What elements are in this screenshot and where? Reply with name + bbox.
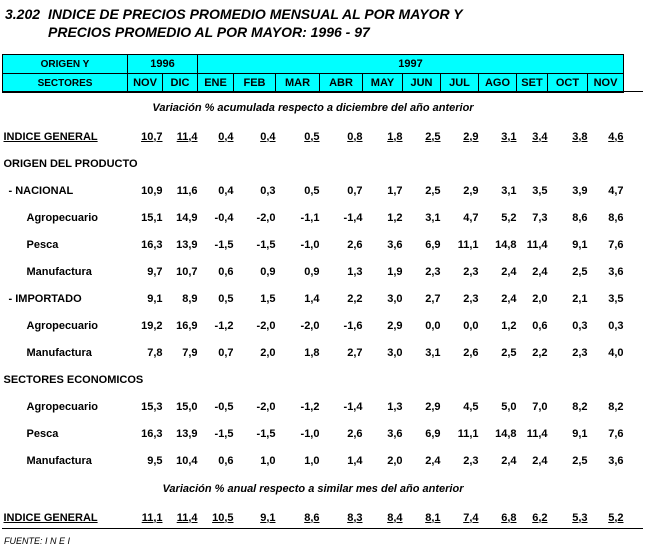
cell-value: 11,6 [176,184,198,197]
table-row [3,177,624,204]
cell-value: 1,8 [387,130,403,143]
cell-value: 2,7 [425,292,441,305]
table-row [3,285,624,312]
cell-value: 2,0 [387,454,403,467]
cell-value: 14,8 [495,427,517,440]
cell-value: 3,6 [608,265,624,278]
cell-value: 2,4 [501,454,517,467]
cell-value: 0,0 [425,319,441,332]
cell-value: 7,6 [608,427,624,440]
cell-value: 10,4 [176,454,198,467]
cell-value: 0,8 [347,130,363,143]
cell-value: 9,1 [260,511,276,524]
cell-value: -0,5 [214,400,234,413]
cell-value: 7,8 [147,346,163,359]
cell-value: 0,3 [608,319,624,332]
table-row [3,258,624,285]
cell-value: 0,7 [218,346,234,359]
cell-value: 8,1 [425,511,441,524]
cell-value: 11,1 [141,511,163,524]
cell-value: 9,1 [572,427,588,440]
row-label: Pesca [26,427,59,440]
cell-value: 3,9 [572,184,588,197]
cell-value: 14,8 [495,238,517,251]
cell-value: -1,4 [343,211,363,224]
cell-value: 2,0 [532,292,548,305]
cell-value: 8,6 [572,211,588,224]
cell-value: 3,6 [387,238,403,251]
header-month: ABR [320,74,363,93]
row-label: Agropecuario [26,211,99,224]
row-label: Agropecuario [26,400,99,413]
row-label: Manufactura [26,265,92,278]
cell-value: 3,5 [608,292,624,305]
row-label: - IMPORTADO [8,292,82,305]
cell-value: 9,7 [147,265,163,278]
cell-value: 1,3 [387,400,403,413]
footer-rule [2,528,643,529]
cell-value: 6,8 [501,511,517,524]
row-label: INDICE GENERAL [3,511,98,524]
cell-value: 0,5 [304,130,320,143]
cell-value: 3,1 [501,184,517,197]
cell-value: 5,0 [501,400,517,413]
note-annual-variation: Variación % anual respecto a similar mes del año anterior [162,483,464,495]
cell-value: 1,3 [347,265,363,278]
header-month: MAR [276,74,320,93]
cell-value: 1,4 [304,292,320,305]
cell-value: 10,7 [141,130,163,143]
table-row [3,204,624,231]
cell-value: 1,8 [304,346,320,359]
cell-value: 2,4 [532,265,548,278]
cell-value: 0,9 [260,265,276,278]
cell-value: 8,6 [304,511,320,524]
header-month: NOV [588,74,624,93]
cell-value: 7,9 [182,346,198,359]
cell-value: 3,0 [387,292,403,305]
cell-value: 2,3 [572,346,588,359]
cell-value: -0,4 [214,211,234,224]
header-origin-line1: ORIGEN Y [3,55,128,74]
header-bottom-rule [2,91,643,92]
cell-value: 4,5 [463,400,479,413]
header-year-1996: 1996 [128,55,198,74]
cell-value: 0,3 [572,319,588,332]
cell-value: 9,1 [147,292,163,305]
cell-value: -2,0 [300,319,320,332]
cell-value: -1,5 [256,427,276,440]
cell-value: 2,4 [501,292,517,305]
cell-value: 2,9 [463,130,479,143]
cell-value: 5,2 [501,211,517,224]
cell-value: 2,0 [260,346,276,359]
header-month: JUL [441,74,479,93]
cell-value: 0,6 [218,454,234,467]
cell-value: 2,9 [463,184,479,197]
table-title-line1: INDICE DE PRECIOS PROMEDIO MENSUAL AL POR MAYOR Y [48,6,463,22]
header-month: ENE [198,74,234,93]
cell-value: 2,5 [425,130,441,143]
table-row [3,123,624,150]
table-row [3,393,624,420]
cell-value: 13,9 [176,238,198,251]
cell-value: 2,6 [463,346,479,359]
row-label: INDICE GENERAL [3,130,98,143]
cell-value: 6,9 [425,238,441,251]
cell-value: 7,6 [608,238,624,251]
cell-value: 10,5 [212,511,234,524]
cell-value: 15,1 [141,211,163,224]
table-row [3,504,624,531]
cell-value: 3,0 [387,346,403,359]
cell-value: 2,4 [425,454,441,467]
cell-value: 11,4 [176,130,198,143]
cell-value: 16,3 [141,427,163,440]
cell-value: -1,0 [300,238,320,251]
table-row [3,312,624,339]
header-month: OCT [548,74,588,93]
header-year-1997: 1997 [198,55,624,74]
row-label: - NACIONAL [8,184,74,197]
header-month: JUN [403,74,441,93]
cell-value: 3,1 [425,346,441,359]
cell-value: 2,5 [425,184,441,197]
cell-value: 1,2 [387,211,403,224]
header-month: FEB [234,74,276,93]
cell-value: 0,5 [218,292,234,305]
cell-value: 3,8 [572,130,588,143]
source-note: FUENTE: I N E I [4,536,71,546]
cell-value: 8,9 [182,292,198,305]
cell-value: 11,4 [526,238,548,251]
cell-value: -1,2 [300,400,320,413]
cell-value: 2,2 [532,346,548,359]
table-row [3,339,624,366]
cell-value: 0,9 [304,265,320,278]
cell-value: 7,3 [532,211,548,224]
cell-value: 2,4 [501,265,517,278]
cell-value: -1,1 [300,211,320,224]
cell-value: 2,3 [463,265,479,278]
cell-value: 3,6 [608,454,624,467]
cell-value: 6,2 [532,511,548,524]
cell-value: 1,9 [387,265,403,278]
cell-value: 2,3 [463,454,479,467]
cell-value: 15,0 [176,400,198,413]
cell-value: 2,7 [347,346,363,359]
price-index-table [2,54,624,531]
header-month: NOV [128,74,163,93]
header-origin-line2: SECTORES [3,74,128,93]
cell-value: 1,0 [260,454,276,467]
cell-value: 9,5 [147,454,163,467]
note-accumulated-variation: Variación % acumulada respecto a diciembre del año anterior [152,102,474,114]
cell-value: 0,3 [260,184,276,197]
cell-value: 2,2 [347,292,363,305]
cell-value: 2,3 [463,292,479,305]
cell-value: -1,0 [300,427,320,440]
cell-value: 2,9 [425,400,441,413]
header-month: DIC [163,74,198,93]
cell-value: 13,9 [176,427,198,440]
cell-value: 2,1 [572,292,588,305]
cell-value: -1,5 [214,238,234,251]
cell-value: 3,1 [425,211,441,224]
cell-value: 19,2 [141,319,163,332]
cell-value: 0,5 [304,184,320,197]
cell-value: 0,4 [260,130,276,143]
cell-value: -1,5 [256,238,276,251]
cell-value: 4,7 [463,211,479,224]
cell-value: 10,9 [141,184,163,197]
row-label: Manufactura [26,454,92,467]
cell-value: 2,3 [425,265,441,278]
table-number: 3.202 [5,6,41,22]
row-label: Pesca [26,238,59,251]
cell-value: 8,3 [347,511,363,524]
cell-value: 1,2 [501,319,517,332]
cell-value: -1,2 [214,319,234,332]
cell-value: 6,9 [425,427,441,440]
table-title-line2: PRECIOS PROMEDIO AL POR MAYOR: 1996 - 97 [48,24,370,40]
row-label: ORIGEN DEL PRODUCTO [3,157,138,170]
cell-value: 4,7 [608,184,624,197]
cell-value: 8,2 [608,400,624,413]
cell-value: -2,0 [256,400,276,413]
cell-value: 3,4 [532,130,548,143]
cell-value: 1,7 [387,184,403,197]
cell-value: 11,4 [526,427,548,440]
cell-value: -1,5 [214,427,234,440]
cell-value: 14,9 [176,211,198,224]
cell-value: 2,5 [572,454,588,467]
cell-value: 8,2 [572,400,588,413]
row-label: Agropecuario [26,319,99,332]
cell-value: 3,1 [501,130,517,143]
cell-value: 2,4 [532,454,548,467]
table-row [3,150,624,177]
table-row [3,447,624,474]
cell-value: 11,4 [176,511,198,524]
cell-value: 5,3 [572,511,588,524]
cell-value: 3,6 [387,427,403,440]
cell-value: 0,4 [218,184,234,197]
cell-value: -2,0 [256,211,276,224]
cell-value: 0,7 [347,184,363,197]
cell-value: 8,6 [608,211,624,224]
cell-value: 8,4 [387,511,403,524]
cell-value: 1,0 [304,454,320,467]
cell-value: 4,6 [608,130,624,143]
cell-value: 0,0 [463,319,479,332]
cell-value: -1,4 [343,400,363,413]
table-row [3,231,624,258]
cell-value: -1,6 [343,319,363,332]
row-label: Manufactura [26,346,92,359]
cell-value: 5,2 [608,511,624,524]
cell-value: 1,4 [347,454,363,467]
cell-value: -2,0 [256,319,276,332]
cell-value: 9,1 [572,238,588,251]
table-row [3,366,624,393]
cell-value: 2,9 [387,319,403,332]
table-row [3,420,624,447]
cell-value: 0,6 [532,319,548,332]
cell-value: 4,0 [608,346,624,359]
cell-value: 2,6 [347,427,363,440]
cell-value: 16,3 [141,238,163,251]
cell-value: 1,5 [260,292,276,305]
cell-value: 7,4 [463,511,479,524]
cell-value: 11,1 [457,427,479,440]
cell-value: 10,7 [176,265,198,278]
cell-value: 2,5 [572,265,588,278]
cell-value: 11,1 [457,238,479,251]
header-month: AGO [479,74,517,93]
cell-value: 0,4 [218,130,234,143]
cell-value: 2,5 [501,346,517,359]
cell-value: 0,6 [218,265,234,278]
row-label: SECTORES ECONOMICOS [3,373,144,386]
cell-value: 16,9 [176,319,198,332]
header-month: SET [517,74,548,93]
cell-value: 3,5 [532,184,548,197]
cell-value: 15,3 [141,400,163,413]
cell-value: 7,0 [532,400,548,413]
header-month: MAY [363,74,403,93]
cell-value: 2,6 [347,238,363,251]
